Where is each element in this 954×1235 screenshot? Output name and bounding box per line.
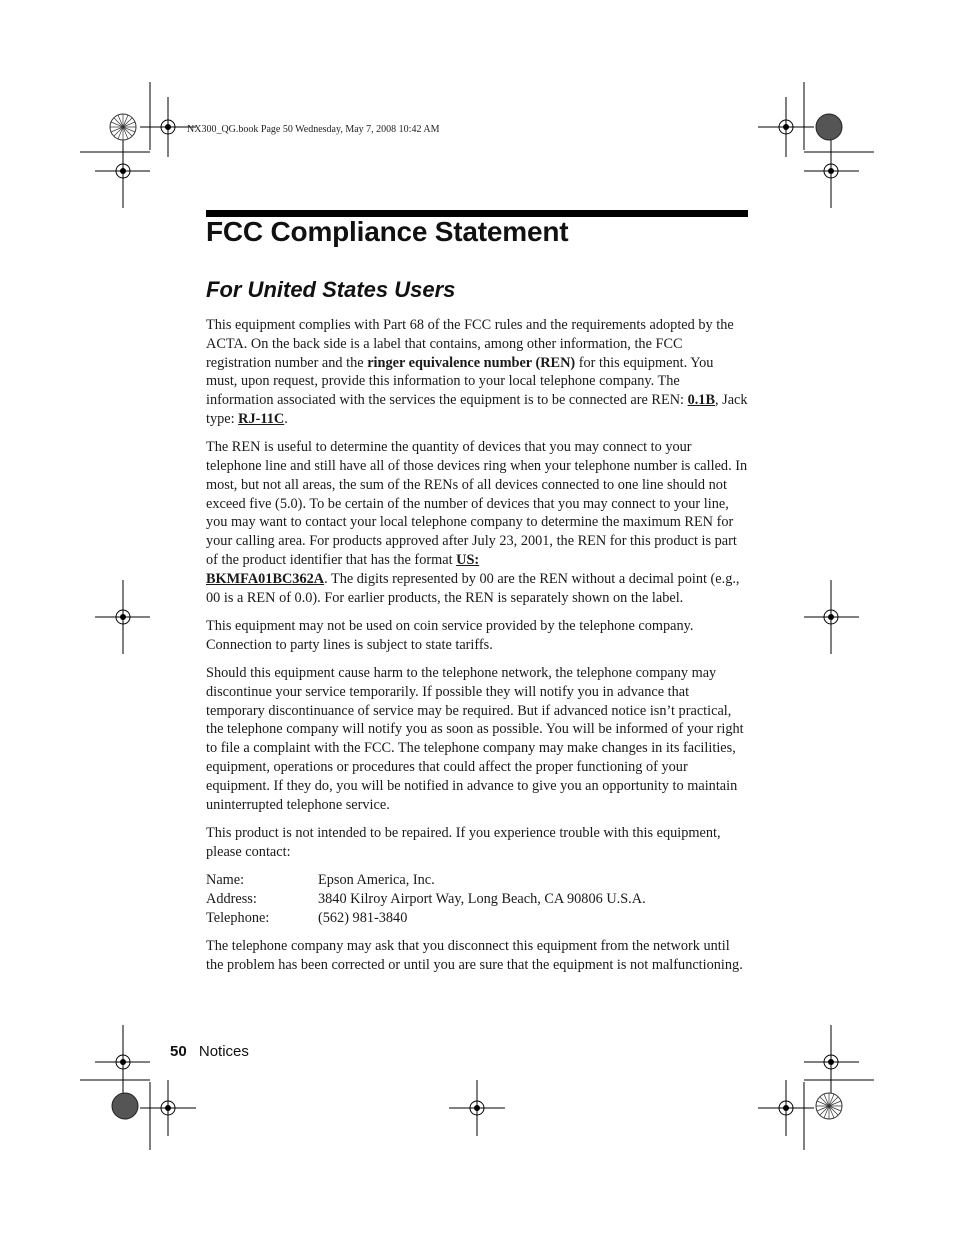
identifier-prefix: US: [456,552,480,569]
body-text [206,316,748,984]
ren-value: 0.1B [687,392,715,409]
text: for this equipment. You must, upon request, provide this information to your local telephone company. The information associated with the services the equipment is to be connected are REN: [206,354,714,409]
text: , Jack type: [206,392,748,427]
text: The REN is useful to determine the quantity of devices that you may connect to your telephone line and still have all of those devices ring when your telephone number is called. In most, but not all areas, the sum of the RENs of all devices connected to one line should not exceed five (5.0). To be certain of the number of devices that you may connect to your line, you may want to contact your local telephone company to determine the maximum REN for your calling area. For products approved after July 23, 2001, the REN for this product is part of the product identifier that has the format [206,439,748,569]
contact-block [206,871,748,927]
paragraph-ren [206,438,748,607]
contact-row-telephone [206,909,748,928]
contact-label: Telephone: [206,909,270,926]
page-number: 50 [170,1043,187,1060]
text: This equipment complies with Part 68 of the FCC rules and the requirements adopted by the ACTA. On the back side is a label that contains, among other information, the FCC registration number and the [206,317,734,371]
page-footer [170,1043,249,1060]
section-name: Notices [198,1043,249,1060]
contact-label: Name: [206,872,245,889]
text: . The digits represented by 00 are the REN without a decimal point (e.g., 00 is a REN of 0.0). For earlier products, the REN is separately shown on the label. [206,570,740,606]
contact-row-address [206,890,748,909]
section-heading: For United States Users [206,277,456,302]
contact-value: Epson America, Inc. [318,872,435,889]
text: . [284,410,288,427]
identifier-code: BKMFA01BC362A [206,570,325,587]
contact-value: (562) 981-3840 [318,909,408,926]
book-slug-line: NX300_QG.book Page 50 Wednesday, May 7, 2008 10:42 AM [187,124,440,135]
contact-value: 3840 Kilroy Airport Way, Long Beach, CA 90806 U.S.A. [318,890,646,907]
contact-label: Address: [206,890,257,907]
paragraph-disconnect: The telephone company may ask that you disconnect this equipment from the network until the problem has been corrected or until you are sure that the equipment is not malfunctioning. [206,937,743,973]
jack-type-value: RJ-11C [238,410,285,427]
paragraph-coin-service: This equipment may not be used on coin service provided by the telephone company. Connection to party lines is subject to state tariffs. [206,617,694,653]
paragraph-repair: This product is not intended to be repaired. If you experience trouble with this equipment, please contact: [206,824,721,860]
page-title: FCC Compliance Statement [206,216,569,247]
contact-row-name [206,871,748,890]
ren-term: ringer equivalence number (REN) [367,354,576,371]
paragraph-acta [206,316,748,429]
paragraph-network-harm: Should this equipment cause harm to the telephone network, the telephone company may discontinue your service temporarily. If possible they will notify you in advance that temporary discontinuance of service may be required. But if advanced notice isn’t practical, the telephone company will notify you as soon as possible. You will be informed of your right to file a complaint with the FCC. The telephone company may make changes in its facilities, equipment, operations or procedures that could affect the proper functioning of your equipment. If they do, you will be notified in advance to give you an opportunity to maintain uninterrupted telephone service. [206,665,744,813]
